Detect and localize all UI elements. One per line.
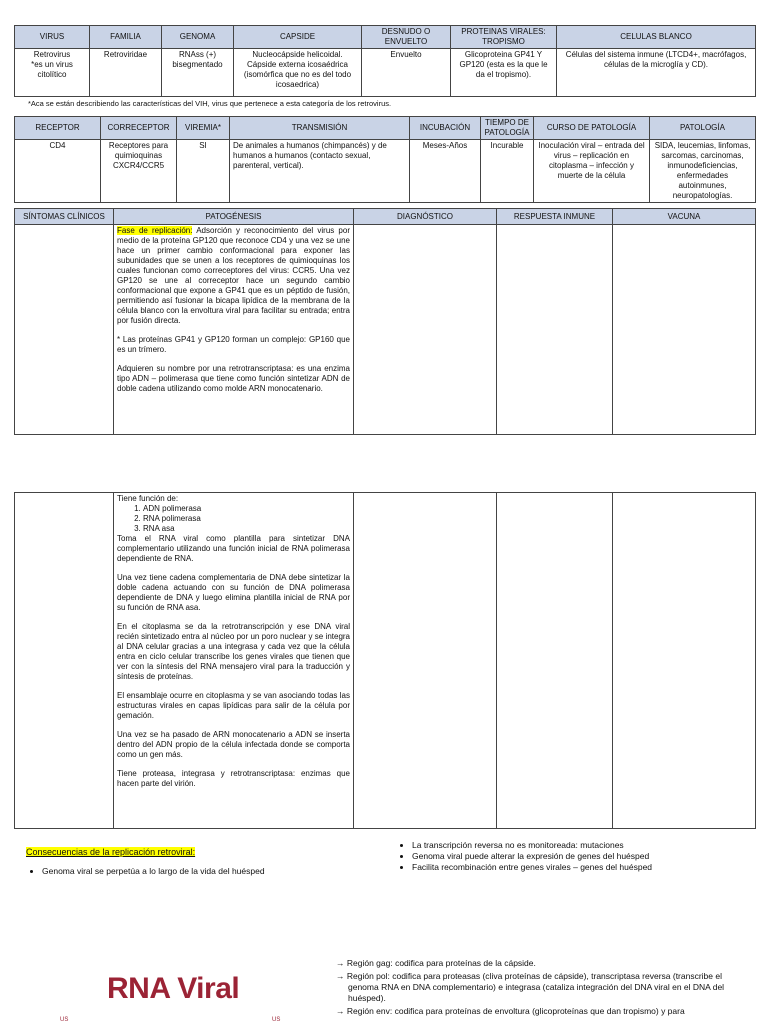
region-gag: → Región gag: codifica para proteínas de la cápside. [336,958,536,968]
cell-patologia: SIDA, leucemias, linfomas, sarcomas, carcinomas, inmunodeficiencias, enfermedades autoinmunes, neuropatologías. [650,140,756,203]
cell-diagnostico-cont [354,493,497,829]
consequences-right-list [396,840,652,873]
function-item: 2. RNA polimerasa [143,514,350,524]
header-incubacion: INCUBACIÓN [410,117,481,140]
header-transmision: TRANSMISIÓN [230,117,410,140]
cell-sintomas [15,225,114,435]
header-correceptor: CORRECEPTOR [101,117,177,140]
cell-receptor: CD4 [15,140,101,203]
cell-tiempo: Incurable [481,140,534,203]
header-capside: CAPSIDE [234,26,362,49]
header-tiempo-patologia: TIEMPO DE PATOLOGÍA [481,117,534,140]
region-pol: → Región pol: codifica para proteasas (cliva proteínas de cápside), transcriptasa reversa (transcribe el genoma RNA en DNA complementario) e integrasa (cataliza integración del DNA viral en el DNA del huésped). [336,971,725,1003]
pathogenesis-continuation-table [14,492,756,829]
cell-respuesta [497,225,613,435]
cell-proteinas: Glicoproteina GP41 Y GP120 (esta es la que le da el tropismo). [451,49,557,97]
list-item: • Facilita recombinación entre genes virales – genes del huésped [412,862,652,873]
header-genoma: GENOMA [162,26,234,49]
header-receptor: RECEPTOR [15,117,101,140]
para-retrotranscription: En el citoplasma se da la retrotranscripción y ese DNA viral recién sintetizado entra al núcleo por un poro nuclear y se integra al DNA celular gracias a una integrasa y cada vez que la célula entra en ciclo celular transcribe los genes virales que tienen que ver con la síntesis del RNA mensajero viral para la traducción y síntesis de proteínas. [117,622,350,681]
complex-note: * Las proteínas GP41 y GP120 forman un complejo: GP160 que es un trímero. [117,335,350,354]
pathology-table [14,116,756,203]
virus-info-table [14,25,756,97]
gene-regions [336,958,754,1019]
header-proteinas-virales: PROTEINAS VIRALES: TROPISMO [451,26,557,49]
function-item: 3. RNA asa [143,524,350,534]
para-enzymes: Tiene proteasa, integrasa y retrotranscriptasa: enzimas que hacen parte del virión. [117,769,350,788]
para-rna-template: Toma el RNA viral como plantilla para sintetizar DNA complementario utilizando una función inicial de RNA polimerasa dependiente de RNA. [117,534,350,563]
function-list [117,504,350,534]
cell-capside: Nucleocápside helicoidal. Cápside externa icosaédrica (isomórfica que no es del todo icosaedrica) [234,49,362,97]
footnote-vih: *Aca se están describiendo las características del VIH, virus que pertenece a esta categoría de los retrovirus. [28,99,392,108]
cell-diagnostico [354,225,497,435]
cell-patogenesis [114,225,354,435]
consequences-left-list [26,866,265,877]
header-patologia: PATOLOGÍA [650,117,756,140]
retrotranscriptase-text: Adquieren su nombre por una retrotranscriptasa: es una enzima tipo ADN – polimerasa que tiene como función sintetizar ADN de doble cadena utilizando como molde ARN monocatenario. [117,364,350,393]
logo-tag-left: US [60,1017,69,1023]
list-item: • La transcripción reversa no es monitoreada: mutaciones [412,840,652,851]
header-diagnostico: DIAGNÓSTICO [354,209,497,225]
cell-celulas: Células del sistema inmune (LTCD4+, macrófagos, células de la microglía y CD). [557,49,756,97]
region-env: → Región env: codifica para proteínas de envoltura (glicoproteínas que dan tropismo) y para [336,1006,685,1016]
consequences-title: Consecuencias de la replicación retroviral: [26,847,196,857]
header-familia: FAMILIA [90,26,162,49]
header-patogenesis: PATOGÉNESIS [114,209,354,225]
header-respuesta-inmune: RESPUESTA INMUNE [497,209,613,225]
cell-vacuna [613,225,756,435]
para-double-chain: Una vez tiene cadena complementaria de DNA debe sintetizar la doble cadena actuando con su función de DNA polimerasa dependiente de DNA y luego elimina plantilla inicial de RNA por su función de RNA asa. [117,573,350,612]
function-item: 1. ADN polimerasa [143,504,350,514]
logo-tag-right: US [272,1017,281,1023]
header-celulas-blanco: CELULAS BLANCO [557,26,756,49]
phase-label: Fase de replicación: [117,226,193,235]
cell-incubacion: Meses-Años [410,140,481,203]
cell-correceptor: Receptores para quimioquinas CXCR4/CCR5 [101,140,177,203]
function-title: Tiene función de: [117,494,179,503]
header-viremia: VIREMIA* [177,117,230,140]
header-vacuna: VACUNA [613,209,756,225]
header-virus: VIRUS [15,26,90,49]
cell-sintomas-cont [15,493,114,829]
cell-patogenesis-cont [114,493,354,829]
cell-vacuna-cont [613,493,756,829]
para-assembly: El ensamblaje ocurre en citoplasma y se van asociando todas las estructuras virales en capas lipídicas para salir de la célula por gemación. [117,691,350,720]
list-item: • Genoma viral puede alterar la expresión de genes del huésped [412,851,652,862]
cell-transmision: De animales a humanos (chimpancés) y de humanos a humanos (contacto sexual, parenteral, vertical). [230,140,410,203]
cell-viremia: SI [177,140,230,203]
header-desnudo-envuelto: DESNUDO O ENVUELTO [362,26,451,49]
list-item: • Genoma viral se perpetúa a lo largo de la vida del huésped [42,866,265,877]
cell-respuesta-cont [497,493,613,829]
cell-familia: Retroviridae [90,49,162,97]
header-curso-patologia: CURSO DE PATOLOGÍA [534,117,650,140]
header-sintomas: SÍNTOMAS CLÍNICOS [15,209,114,225]
pathogenesis-table [14,208,756,435]
cell-envuelto: Envuelto [362,49,451,97]
cell-genoma: RNAss (+) bisegmentado [162,49,234,97]
rna-viral-logo: RNA Viral [107,972,240,1005]
cell-curso: Inoculación viral – entrada del virus – replicación en citoplasma – infección y muerte de la célula [534,140,650,203]
para-insertion: Una vez se ha pasado de ARN monocatenario a ADN se inserta dentro del ADN propio de la célula infectada donde se comporta como un gen más. [117,730,350,759]
phase-text: Adsorción y reconocimiento del virus por medio de la proteína GP120 que reconoce CD4 y una vez se une hace un primer cambio conformacional para exponer las subunidades que se unen a los receptores de quimioquinas los cuales funcionan como correceptores del virus: CCR5. Una vez GP120 se une al correceptor hace un segundo cambio conformacional que expone a GP41 que es un péptido de fusión, permitiendo así fusionar la bicapa lipídica de la membrana de la célula blanco con la envoltura viral para facilitar su entrada; entra por fusión directa. [117,226,350,325]
cell-virus: Retrovirus *es un virus citolítico [15,49,90,97]
